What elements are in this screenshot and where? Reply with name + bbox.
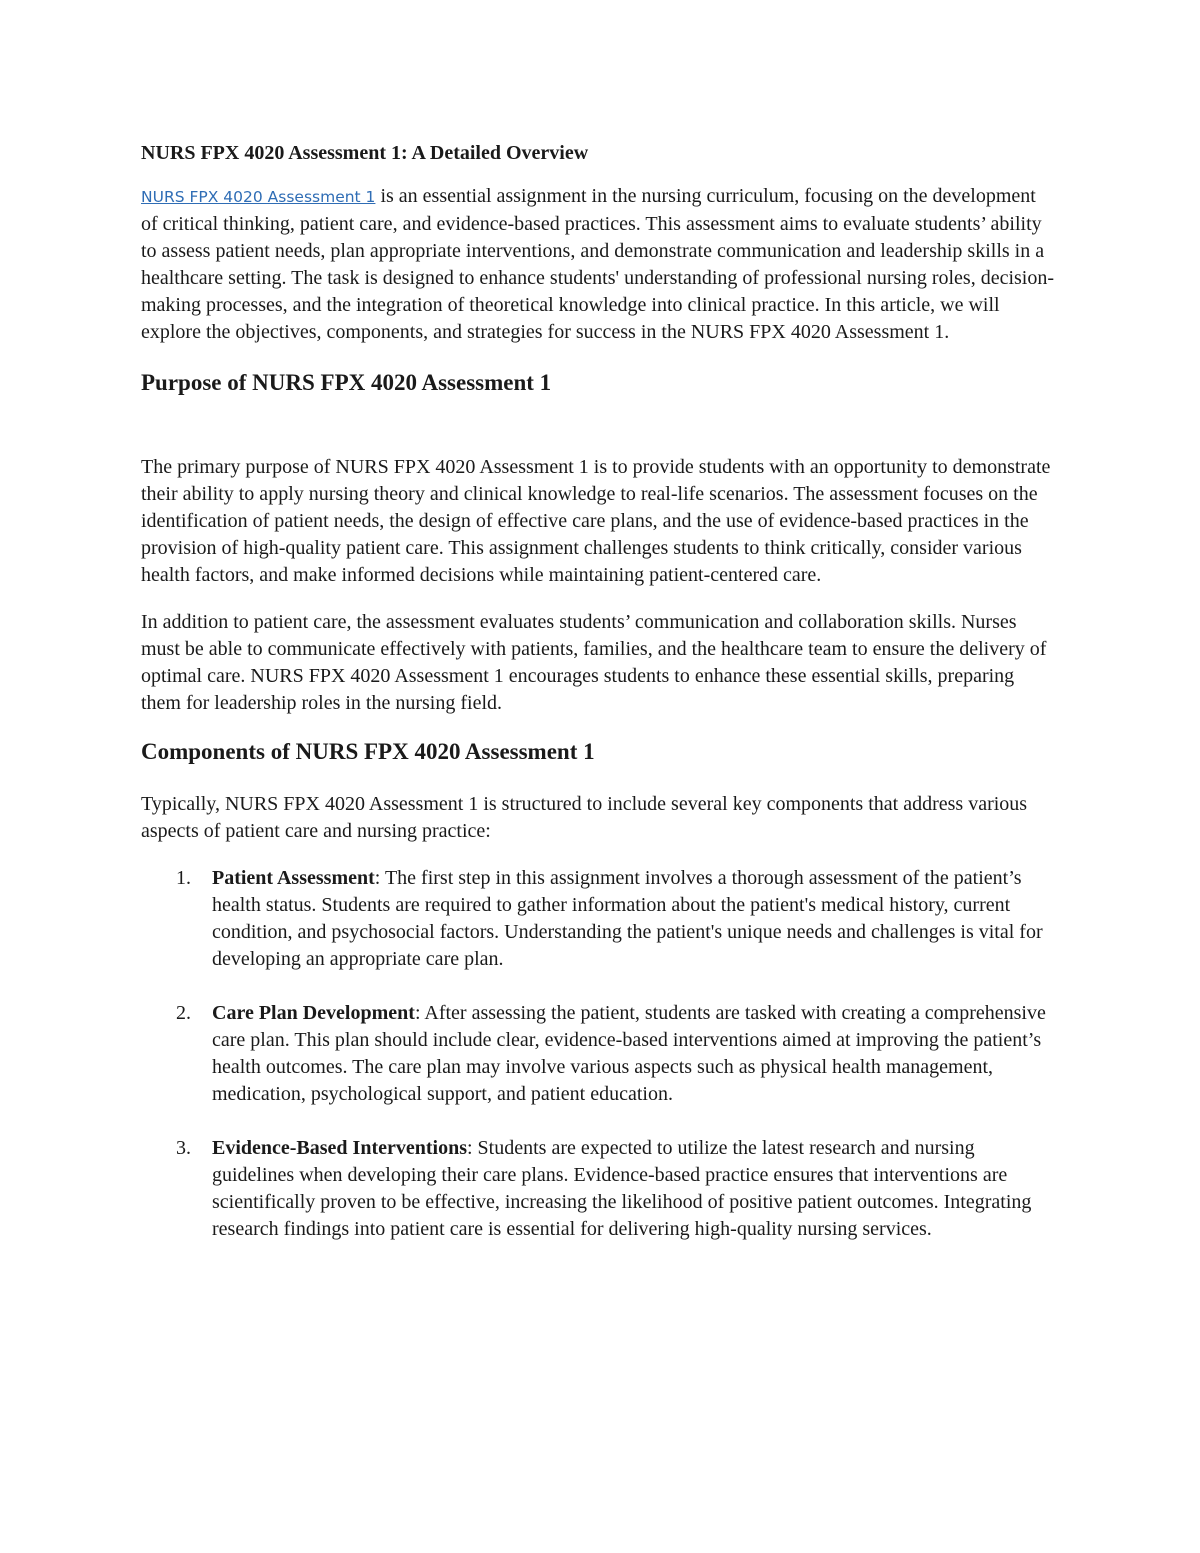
document-title: NURS FPX 4020 Assessment 1: A Detailed Overview — [141, 142, 589, 164]
document-page — [141, 140, 1056, 1270]
list-item-text: : Students are expected to utilize the latest research and nursing guidelines when developing their care plans. Evidence-based practice ensures that interventions are scientifically proven to be effective, increasing the likelihood of positive patient outcomes. Integrating research findings into patient care is essential for delivering high-quality nursing services. — [212, 1137, 1032, 1240]
purpose-paragraph-1: The primary purpose of NURS FPX 4020 Assessment 1 is to provide students with an opportunity to demonstrate their ability to apply nursing theory and clinical knowledge to real-life scenarios. The assessment focuses on the identification of patient needs, the design of effective care plans, and the use of evidence-based practices in the provision of high-quality patient care. This assignment challenges students to think critically, consider various health factors, and make informed decisions while maintaining patient-centered care. — [141, 456, 1051, 586]
list-item-term: Patient Assessment — [212, 867, 375, 889]
components-intro: Typically, NURS FPX 4020 Assessment 1 is structured to include several key components that address various aspects of patient care and nursing practice: — [141, 793, 1028, 842]
list-item-number: 2. — [176, 1002, 191, 1024]
list-item-text: : After assessing the patient, students are tasked with creating a comprehensive care plan. This plan should include clear, evidence-based interventions aimed at improving the patient’s health outcomes. The care plan may involve various aspects such as physical health management, medication, psychological support, and patient education. — [212, 1002, 1046, 1105]
list-item-term: Care Plan Development — [212, 1002, 415, 1024]
list-item-term: Evidence-Based Interventions — [212, 1137, 467, 1159]
list-item-text: : The first step in this assignment involves a thorough assessment of the patient’s health status. Students are required to gather information about the patient's medical history, current condition, and psychosocial factors. Understanding the patient's unique needs and challenges is vital for developing an appropriate care plan. — [212, 867, 1043, 970]
components-list — [141, 865, 1056, 1243]
intro-paragraph — [141, 183, 1056, 346]
list-item — [141, 865, 1056, 973]
list-item — [141, 1135, 1056, 1243]
list-item-number: 1. — [176, 867, 191, 889]
list-item — [141, 1000, 1056, 1108]
components-heading: Components of NURS FPX 4020 Assessment 1 — [141, 739, 595, 764]
intro-text: is an essential assignment in the nursing curriculum, focusing on the development of critical thinking, patient care, and evidence-based practices. This assessment aims to evaluate students’ ability to assess patient needs, plan appropriate interventions, and demonstrate communication and leadership skills in a healthcare setting. The task is designed to enhance students' understanding of professional nursing roles, decision-making processes, and the integration of theoretical knowledge into clinical practice. In this article, we will explore the objectives, components, and strategies for success in the NURS FPX 4020 Assessment 1. — [141, 185, 1055, 343]
purpose-paragraph-2: In addition to patient care, the assessment evaluates students’ communication and collaboration skills. Nurses must be able to communicate effectively with patients, families, and the healthcare team to ensure the delivery of optimal care. NURS FPX 4020 Assessment 1 encourages students to enhance these essential skills, preparing them for leadership roles in the nursing field. — [141, 611, 1047, 714]
purpose-heading: Purpose of NURS FPX 4020 Assessment 1 — [141, 370, 552, 395]
list-item-number: 3. — [176, 1137, 191, 1159]
assessment-link[interactable]: NURS FPX 4020 Assessment 1 — [141, 188, 376, 206]
